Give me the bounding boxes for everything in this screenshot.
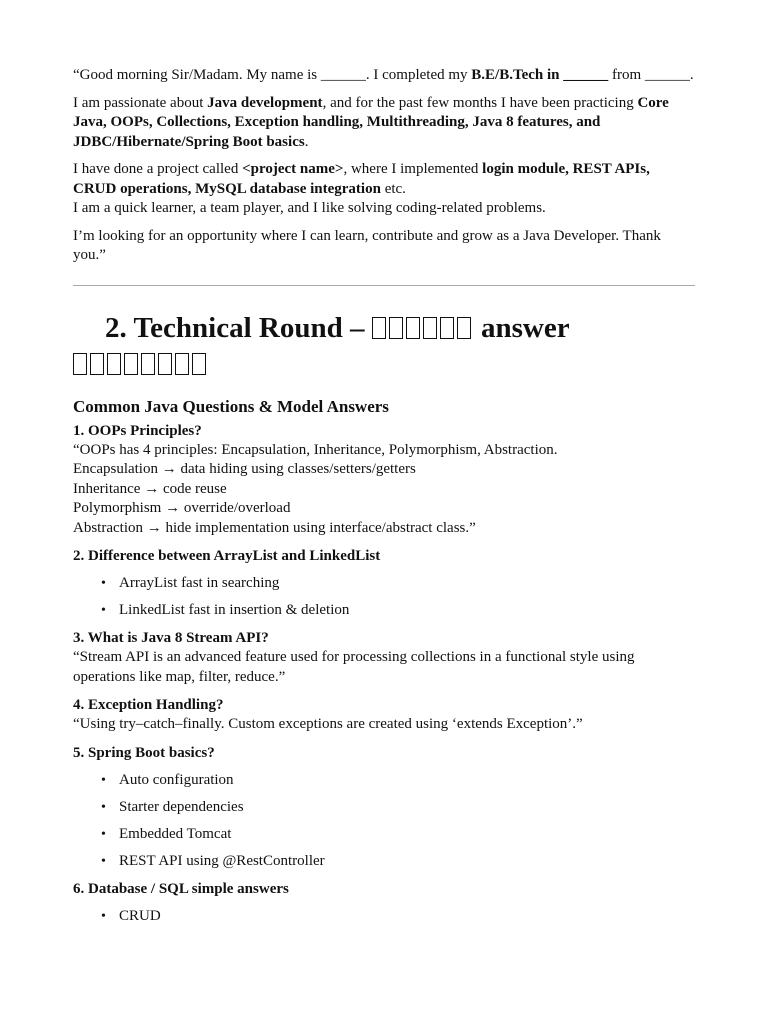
answer-line: Inheritance → code reuse	[73, 480, 227, 497]
bullet-item: • Auto configuration	[73, 771, 695, 790]
intro-project-features: login module, REST APIs, CRUD operations, MySQL database integration	[73, 161, 650, 197]
missing-glyph-boxes	[372, 312, 474, 344]
intro-greeting	[73, 66, 695, 86]
missing-glyph-box	[124, 353, 138, 375]
answer-line: “Using try–catch–finally. Custom exceptions are created using ‘extends Exception’.”	[73, 716, 583, 732]
intro-passion	[73, 94, 695, 153]
intro-project-post: etc.	[380, 180, 406, 197]
question-block	[73, 696, 695, 735]
answer-line: “OOPs has 4 principles: Encapsulation, Inheritance, Polymorphism, Abstraction.	[73, 441, 558, 458]
intro-passion-pre: I am passionate about	[73, 94, 208, 111]
bullet-item: • REST API using @RestController	[73, 852, 695, 871]
section-heading-mid: answer	[473, 311, 570, 344]
answer-text	[73, 715, 695, 735]
answer-text	[73, 441, 695, 539]
intro-project	[73, 160, 695, 199]
intro-skills: Core Java, OOPs, Collections, Exception handling, Multithreading, Java 8 features, and JDBC/Hibernate/Spring Boot basics	[73, 94, 669, 150]
bullet-list	[73, 771, 695, 871]
intro-project-pre: I have done a project called	[73, 161, 243, 177]
intro-greeting-text: “Good morning Sir/Madam. My name is ______. I completed my	[73, 67, 472, 83]
answer-text	[73, 648, 695, 687]
bullet-item: • Embedded Tomcat	[73, 825, 695, 844]
bullet-item: • LinkedList fast in insertion & deletion	[73, 601, 695, 620]
bullet-item: • Starter dependencies	[73, 798, 695, 817]
bullet-list	[73, 907, 695, 926]
section-heading	[73, 310, 695, 382]
missing-glyph-box	[158, 353, 172, 375]
answer-line: “Stream API is an advanced feature used for processing collections in a functional style using operations like map, filter, reduce.”	[73, 649, 635, 685]
bullet-item: • CRUD	[73, 907, 695, 926]
missing-glyph-box	[192, 353, 206, 375]
missing-glyph-box	[440, 317, 454, 339]
intro-java-development: Java development	[207, 94, 323, 111]
missing-glyph-box	[141, 353, 155, 375]
question-block	[73, 422, 695, 539]
question-title: 4. Exception Handling?	[73, 697, 224, 713]
missing-glyph-box	[73, 353, 87, 375]
section-heading-pre: 2. Technical Round –	[105, 311, 372, 344]
document-content	[73, 66, 695, 935]
question-list	[73, 422, 695, 926]
question-title: 5. Spring Boot basics?	[73, 744, 215, 761]
intro-qualities: I am a quick learner, a team player, and I like solving coding-related problems.	[73, 200, 546, 216]
bullet-list	[73, 574, 695, 620]
question-title: 3. What is Java 8 Stream API?	[73, 630, 269, 646]
answer-line: Polymorphism → override/overload	[73, 500, 291, 516]
intro-degree: B.E/B.Tech in ______	[471, 67, 609, 83]
question-block	[73, 744, 695, 871]
intro-closing: I’m looking for an opportunity where I can learn, contribute and grow as a Java Developer. Thank you.”	[73, 227, 661, 263]
intro-passion-post: .	[304, 133, 309, 150]
missing-glyph-box	[372, 317, 386, 339]
answer-line: Abstraction → hide implementation using interface/abstract class.”	[73, 519, 476, 536]
question-title: 1. OOPs Principles?	[73, 422, 202, 439]
missing-glyph-box	[457, 317, 471, 339]
question-block	[73, 880, 695, 926]
intro-passion-mid: , and for the past few months I have been practicing	[322, 94, 638, 111]
missing-glyph-box	[175, 353, 189, 375]
missing-glyph-box	[406, 317, 420, 339]
intro-project-name: <project name>	[242, 161, 344, 177]
horizontal-divider	[73, 285, 695, 286]
question-block	[73, 629, 695, 687]
intro-project-mid: , where I implemented	[343, 161, 483, 177]
missing-glyph-box	[389, 317, 403, 339]
missing-glyph-box	[423, 317, 437, 339]
answer-line: Encapsulation → data hiding using classes/setters/getters	[73, 461, 416, 477]
subheading: Common Java Questions & Model Answers	[73, 396, 389, 416]
bullet-item: • ArrayList fast in searching	[73, 574, 695, 593]
missing-glyph-boxes	[73, 348, 209, 380]
question-title: 6. Database / SQL simple answers	[73, 880, 289, 897]
intro-from: from ______.	[608, 67, 694, 83]
question-block	[73, 547, 695, 620]
missing-glyph-box	[90, 353, 104, 375]
question-title: 2. Difference between ArrayList and LinkedList	[73, 548, 381, 564]
missing-glyph-box	[107, 353, 121, 375]
